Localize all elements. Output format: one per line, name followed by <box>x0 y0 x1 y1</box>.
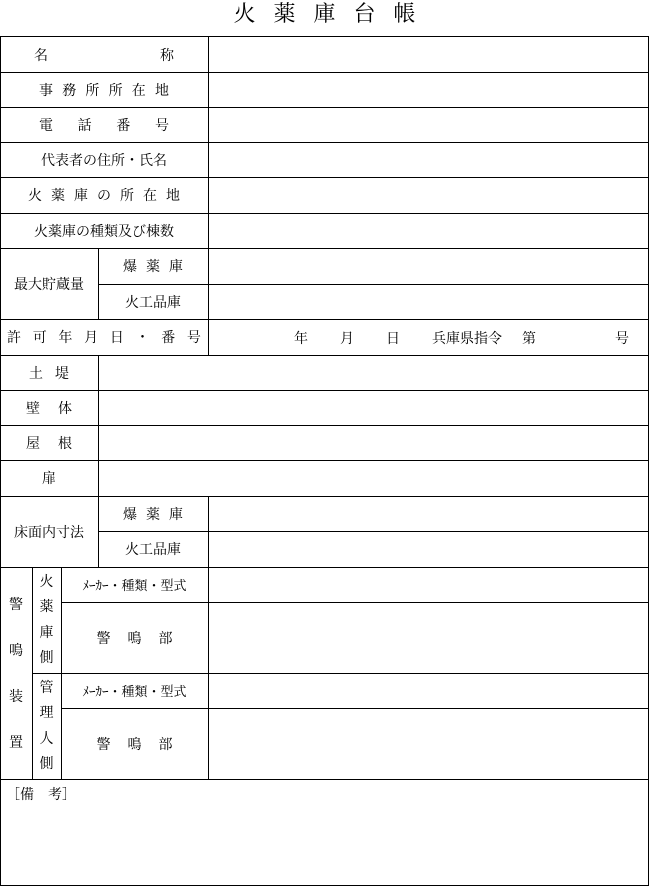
label-char: 在 <box>143 188 157 204</box>
value-office-address[interactable] <box>209 73 648 107</box>
label-char: 番 <box>116 117 131 134</box>
label-char: 薬 <box>51 188 65 204</box>
label-char: 鳴 <box>127 736 142 753</box>
title-char: 台 <box>353 2 376 27</box>
label-char: 称 <box>160 47 174 64</box>
label-char: 話 <box>77 117 92 134</box>
label-char: 所 <box>120 188 134 204</box>
value-permit[interactable] <box>209 320 648 355</box>
label-magazine-alarm-part <box>61 602 208 673</box>
label-char: 日 <box>109 330 124 346</box>
label-remarks: ［備 考］ <box>6 787 76 803</box>
title-char: 庫 <box>313 2 336 27</box>
title-char: 火 <box>233 2 256 27</box>
label-char: 庫 <box>169 259 183 275</box>
label-char: 火 <box>39 573 54 590</box>
label-char: 側 <box>39 650 54 667</box>
label-char: 可 <box>32 330 47 346</box>
label-floor-explosives <box>98 496 208 531</box>
label-char: 薬 <box>146 259 160 275</box>
label-char: 庫 <box>74 188 88 204</box>
title-char: 薬 <box>273 2 296 27</box>
value-magazine-type[interactable] <box>209 214 648 248</box>
label-char: 部 <box>158 736 173 753</box>
label-floor-dimensions: 床面内寸法 <box>14 524 84 541</box>
label-char: 壁 <box>26 400 40 417</box>
value-roof[interactable] <box>99 426 648 460</box>
label-char: 装 <box>9 689 23 705</box>
label-char: 事 <box>39 82 53 99</box>
label-char: 屋 <box>26 435 40 452</box>
label-char: 根 <box>58 435 72 452</box>
label-char: 警 <box>96 630 111 647</box>
label-floor-pyro: 火工品庫 <box>125 542 181 558</box>
label-permit <box>0 319 208 355</box>
label-representative: 代表者の住所・氏名 <box>41 152 167 169</box>
label-char: 側 <box>39 756 54 773</box>
label-char: 番 <box>161 330 176 346</box>
label-char: 所 <box>85 82 100 99</box>
label-char: 号 <box>186 330 201 346</box>
label-char: 鳴 <box>127 630 142 647</box>
value-pyro-storage[interactable] <box>209 285 648 319</box>
label-char: 体 <box>58 400 72 417</box>
document-title <box>0 0 649 36</box>
label-max-storage: 最大貯蔵量 <box>14 276 84 293</box>
value-remarks[interactable] <box>1 806 648 883</box>
label-char: 警 <box>9 597 23 613</box>
permit-day-label: 日 <box>386 331 400 347</box>
label-manager-side <box>32 673 61 779</box>
label-char: 地 <box>166 188 180 204</box>
label-phone <box>0 107 208 142</box>
value-magazine-location[interactable] <box>209 178 648 213</box>
label-char: 管 <box>39 679 54 696</box>
value-explosives-storage[interactable] <box>209 249 648 284</box>
label-char: 年 <box>58 330 73 346</box>
label-char: 火 <box>28 188 42 204</box>
label-manager-alarm-part <box>61 708 208 779</box>
label-char: 爆 <box>123 259 137 275</box>
label-char: 月 <box>84 330 99 346</box>
value-name[interactable] <box>209 37 648 72</box>
label-char: 務 <box>62 82 77 99</box>
label-char: 置 <box>9 735 23 751</box>
value-magazine-alarm-part[interactable] <box>209 603 648 673</box>
value-manager-alarm-part[interactable] <box>209 709 648 779</box>
label-char: 庫 <box>169 506 183 523</box>
permit-directive-label: 兵庫県指令 <box>432 331 502 347</box>
value-phone[interactable] <box>209 108 648 142</box>
value-embankment[interactable] <box>99 356 648 390</box>
label-char: 部 <box>158 630 173 647</box>
value-floor-explosives[interactable] <box>209 497 648 531</box>
value-magazine-maker[interactable] <box>209 568 648 602</box>
label-door: 扉 <box>42 471 56 487</box>
permit-year-label: 年 <box>294 331 308 347</box>
label-manager-maker: ﾒｰｶｰ・種類・型式 <box>82 685 187 700</box>
label-magazine-maker: ﾒｰｶｰ・種類・型式 <box>82 579 187 594</box>
label-char: 薬 <box>146 506 160 523</box>
label-wall <box>0 390 98 425</box>
permit-number-label: 号 <box>615 331 629 347</box>
label-char: 電 <box>39 117 53 134</box>
value-representative[interactable] <box>209 143 648 177</box>
label-name <box>0 37 208 72</box>
label-char: 所 <box>108 82 123 99</box>
label-explosives-storage <box>98 248 208 284</box>
row-line <box>0 779 649 780</box>
label-magazine-side <box>32 567 61 673</box>
title-char: 帳 <box>393 2 416 27</box>
label-char: 在 <box>131 82 146 99</box>
label-char: 薬 <box>39 599 54 616</box>
label-char: 爆 <box>123 506 137 523</box>
label-char: 土 <box>29 365 43 382</box>
label-char: 鳴 <box>9 643 23 659</box>
label-char: 名 <box>34 47 48 64</box>
label-char: 地 <box>154 82 169 99</box>
label-char: 理 <box>39 705 54 722</box>
value-wall[interactable] <box>99 391 648 425</box>
label-magazine-location <box>0 177 208 213</box>
label-char: 号 <box>154 117 169 134</box>
label-roof <box>0 425 98 460</box>
label-char: 許 <box>7 330 21 346</box>
label-office-address <box>0 72 208 107</box>
value-floor-pyro[interactable] <box>209 532 648 567</box>
label-char: 庫 <box>39 624 54 641</box>
permit-month-label: 月 <box>340 331 354 347</box>
label-embankment <box>0 355 98 390</box>
label-char: の <box>97 188 111 204</box>
permit-dai-label: 第 <box>522 331 536 347</box>
value-door[interactable] <box>99 461 648 496</box>
label-char: 人 <box>39 730 54 747</box>
label-alarm-device <box>0 567 32 779</box>
value-manager-maker[interactable] <box>209 674 648 708</box>
label-char: 堤 <box>55 365 69 382</box>
label-magazine-type: 火薬庫の種類及び棟数 <box>34 223 174 240</box>
label-pyro-storage: 火工品庫 <box>125 294 181 311</box>
label-char: ・ <box>135 330 150 346</box>
label-char: 警 <box>96 736 111 753</box>
